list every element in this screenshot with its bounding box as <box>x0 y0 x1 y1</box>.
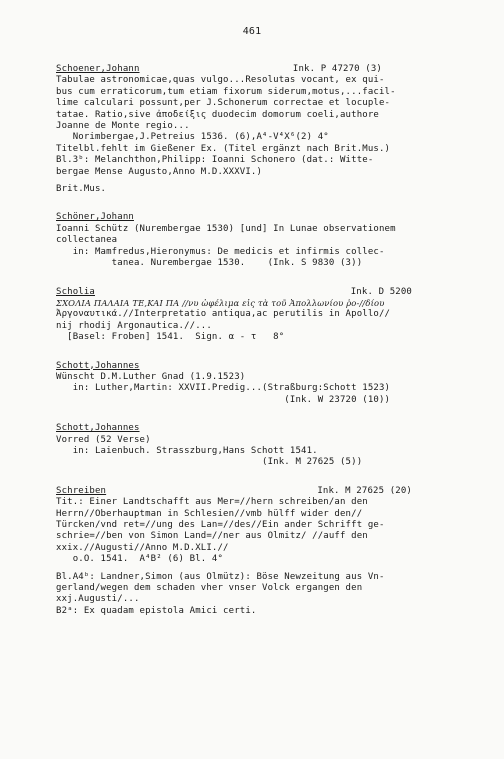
catalog-entry <box>56 361 492 407</box>
entry-line: tatae. Ratio,sive ἀποδείξις duodecim domorum coeli,authore <box>56 109 379 120</box>
entry-line: tanea. Nurembergae 1530. (Ink. S 9830 (3)) <box>56 258 363 269</box>
entry-heading: Schoener,Johann <box>56 64 140 74</box>
entry-imprint: o.O. 1541. A⁴B² (6) Bl. 4° <box>56 554 224 565</box>
catalog-page-body <box>56 64 492 634</box>
entry-source: Brit.Mus. <box>56 184 107 195</box>
entry-heading: Scholia <box>56 286 95 297</box>
entry-line: Herrn//Oberhauptman in Schlesien//vmb hülff wider den// <box>56 508 363 519</box>
entry-line: Ioanni Schütz (Nurembergae 1530) [und] In Lunae observationem <box>56 223 396 234</box>
entry-line: Vorred (52 Verse) <box>56 434 151 445</box>
entry-line: in: Luther,Martin: XXVII.Predig...(Straßburg:Schott 1523) <box>56 383 391 394</box>
entry-line: nij rhodij Argonautica.//... <box>56 320 212 331</box>
entry-line: Tabulae astronomicae,quas vulgo...Resolutas vocant, ex qui- <box>56 75 385 86</box>
entry-heading: Schott,Johannes <box>56 423 140 434</box>
entry-shelfmark: (Ink. W 23720 (10)) <box>56 394 391 405</box>
catalog-entry <box>56 287 492 344</box>
entry-shelfmark: (Ink. M 27625 (5)) <box>56 457 363 468</box>
entry-note: gerland/wegen dem schaden vher vnser Volck ergangen den <box>56 583 363 594</box>
entry-note: Bl.3ᵇ: Melanchthon,Philipp: Ioanni Schonero (dat.: Witte- <box>56 155 374 166</box>
entry-imprint: Norimbergae,J.Petreius 1536. (6),A⁴-V⁴X⁶(2) 4° <box>56 132 329 143</box>
entry-shelfmark: Ink. D 5200 <box>350 286 412 297</box>
entry-line: Türcken/vnd ret=//ung des Lan=//des//Ein ander Schrifft ge- <box>56 520 385 530</box>
entry-note: Bl.A4ᵇ: Landner,Simon (aus Olmütz): Böse Newzeitung aus Vn- <box>56 571 385 582</box>
entry-note: B2ᵃ: Ex quadam epistola Amici certi. <box>56 605 257 616</box>
catalog-entry <box>56 423 492 469</box>
entry-note: xxj.Augusti/... <box>56 594 140 605</box>
entry-heading: Schott,Johannes <box>56 360 140 371</box>
entry-line: Joanne de Monte regio... <box>56 121 190 132</box>
entry-line: collectanea <box>56 235 118 246</box>
catalog-entry <box>56 486 492 617</box>
entry-line: Wünscht D.M.Luther Gnad (1.9.1523) <box>56 371 246 382</box>
entry-heading: Schöner,Johann <box>56 212 134 223</box>
entry-line: in: Laienbuch. Strasszburg,Hans Schott 1541. <box>56 445 318 456</box>
catalog-entry <box>56 64 492 195</box>
entry-line: schrie=//ben von Simon Land=//ner aus Olmitz/ //auff den <box>56 531 368 542</box>
entry-line: ΣΧΟΛΙΑ ΠΑΛΑΙΑ TE,KAI ΠΑ //νυ ὠφέλιμα εἰς τὰ τοῦ Ἀπολλωνίου ῥο-//δίου <box>56 297 385 308</box>
entry-shelfmark: Ink. M 27625 (20) <box>317 485 412 496</box>
entry-line: lime calculari possunt,per J.Schonerum correctae et locuple- <box>56 98 391 109</box>
entry-note: bergae Mense Augusto,Anno M.D.XXXVI.) <box>56 166 263 177</box>
entry-line: bus cum erraticorum,tum etiam fixorum siderum,motus,...facil- <box>56 86 396 97</box>
catalog-entry <box>56 212 492 269</box>
entry-line: Ἀργοναυτικά.//Interpretatio antiqua,ac perutilis in Apollo// <box>56 309 391 320</box>
entry-line: xxix.//Augusti//Anno M.D.XLI.// <box>56 542 229 553</box>
entry-shelfmark: Ink. P 47270 (3) <box>292 64 382 74</box>
entry-line: in: Mamfredus,Hieronymus: De medicis et infirmis collec- <box>56 246 385 257</box>
entry-heading: Schreiben <box>56 485 107 496</box>
entry-line: Tit.: Einer Landtschafft aus Mer=//hern schreiben/an den <box>56 497 368 508</box>
page-number: 461 <box>242 26 262 37</box>
entry-note: Titelbl.fehlt im Gießener Ex. (Titel ergänzt nach Brit.Mus.) <box>56 143 391 154</box>
entry-imprint: [Basel: Froben] 1541. Sign. α - τ 8° <box>56 332 285 343</box>
